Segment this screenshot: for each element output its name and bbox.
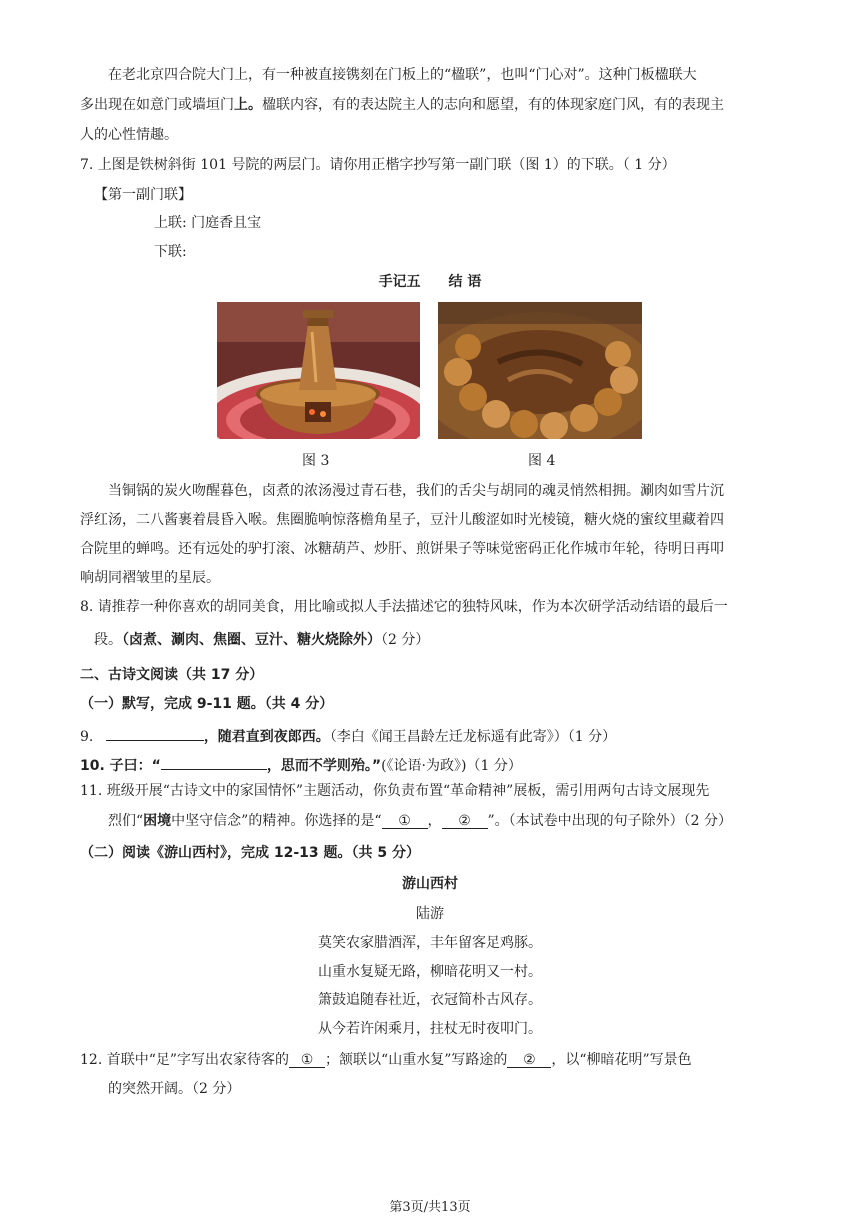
figure-4-braised-dish-photo	[438, 302, 642, 439]
question-10	[80, 752, 522, 776]
question-12-line-1	[80, 1050, 692, 1070]
question-9-source: （李白《闻王昌龄左迁龙标遥有此寄》）（1 分）	[329, 729, 617, 745]
question-8-exclusions: （卤煮、涮肉、焦圈、豆汁、糖火烧除外）	[122, 632, 381, 648]
question-12-line-2: 的突然开阔。（2 分）	[108, 1081, 241, 1097]
question-10-blank[interactable]	[161, 752, 267, 770]
part-2-subsection-2: （二）阅读《游山西村》，完成 12-13 题。（共 5 分）	[80, 845, 421, 861]
question-11-keyword: 困境	[143, 813, 172, 829]
page-footer: 第3页/共13页	[389, 1200, 471, 1215]
question-9-blank[interactable]	[106, 723, 204, 741]
question-10-source: (《论语·为政》)（1 分）	[381, 758, 522, 774]
intro-line-2	[80, 95, 724, 115]
question-12-text-c: ，以“柳暗花明”写景色	[551, 1052, 692, 1068]
question-8-line-2a: 段。	[94, 632, 122, 648]
poem-author: 陆游	[416, 906, 444, 922]
figure-3-caption: 图 3	[302, 453, 330, 469]
poem-line-3: 箫鼓追随春社近，衣冠简朴古风存。	[318, 992, 542, 1008]
poem-line-1: 莫笑农家腊酒浑，丰年留客足鸡豚。	[318, 935, 542, 951]
braised-dish-illustration	[438, 302, 642, 439]
question-8-line-1: 8. 请推荐一种你喜欢的胡同美食，用比喻或拟人手法描述它的独特风味，作为本次研学活动结语的最后一	[80, 599, 728, 615]
question-11-comma: ，	[427, 813, 442, 829]
part-2-title: 二、古诗文阅读（共 17 分）	[80, 667, 264, 683]
poem-title: 游山西村	[402, 876, 458, 892]
question-12-text-b: ；颔联以“山重水复”写路途的	[325, 1052, 508, 1068]
question-11-line-2	[108, 811, 732, 831]
question-7: 7. 上图是铁树斜街 101 号院的两层门。请你用正楷字抄写第一副门联（图 1）的下联。（ 1 分）	[80, 157, 676, 173]
question-11-blank-1[interactable]: ①	[382, 811, 428, 829]
figure-4-caption: 图 4	[528, 453, 556, 469]
question-12-text-a: 12. 首联中“足”字写出农家待客的	[80, 1052, 290, 1068]
question-11-text-d: ”。（本试卷中出现的句子除外）（2 分）	[487, 813, 733, 829]
conclusion-line-4: 响胡同褶皱里的星辰。	[80, 570, 220, 586]
question-10-verse: ，思而不学则殆。”	[266, 758, 382, 774]
question-11-text-a: 烈们“	[108, 813, 144, 829]
figure-3-hotpot-photo	[217, 302, 420, 439]
poem-line-2: 山重水复疑无路，柳暗花明又一村。	[318, 964, 542, 980]
conclusion-line-3: 合院里的蝉鸣。还有远处的驴打滚、冰糖葫芦、炒肝、煎饼果子等味觉密码正化作城市年轮，待明日再叩	[80, 541, 724, 557]
question-12-blank-2[interactable]: ②	[507, 1050, 551, 1068]
question-8-score: （2 分）	[381, 632, 430, 648]
question-11-blank-2[interactable]: ②	[442, 811, 488, 829]
intro-line-2b: 上。	[234, 97, 262, 113]
question-11-line-1: 11. 班级开展“古诗文中的家国情怀”主题活动，你负责布置“革命精神”展板，需引用两句古诗文展现先	[80, 783, 710, 799]
question-8-line-2	[94, 630, 429, 650]
question-9-number: 9.	[80, 729, 94, 745]
section-5-title: 手记五 结 语	[378, 274, 482, 290]
couplet-upper: 上联: 门庭香且宝	[154, 215, 262, 231]
hotpot-illustration	[217, 302, 420, 439]
question-10-prefix: 10. 子曰：“	[80, 758, 161, 774]
poem-line-4: 从今若许闲乘月，拄杖无时夜叩门。	[318, 1021, 542, 1037]
question-9-verse: ，随君直到夜郎西。	[203, 729, 330, 745]
conclusion-line-2: 浮红汤，二八酱裹着晨昏入喉。焦圈脆响惊落檐角星子，豆汁儿酸涩如时光棱镜，糖火烧的蜜纹里藏着四	[80, 512, 724, 528]
intro-line-2a: 多出现在如意门或墙垣门	[80, 97, 234, 113]
question-12-blank-1[interactable]: ①	[289, 1050, 325, 1068]
couplet-lower: 下联:	[154, 244, 187, 260]
intro-line-2c: 楹联内容，有的表达院主人的志向和愿望，有的体现家庭门风，有的表现主	[262, 97, 724, 113]
intro-line-1: 在老北京四合院大门上，有一种被直接镌刻在门板上的“楹联”，也叫“门心对”。这种门板楹联大	[108, 67, 697, 83]
part-2-subsection-1: （一）默写，完成 9-11 题。（共 4 分）	[80, 696, 334, 712]
question-9	[80, 723, 616, 747]
intro-line-3: 人的心性情趣。	[80, 127, 178, 143]
question-11-text-c: 中坚守信念”的精神。你选择的是“	[171, 813, 382, 829]
conclusion-line-1: 当铜锅的炭火吻醒暮色，卤煮的浓汤漫过青石巷，我们的舌尖与胡同的魂灵悄然相拥。涮肉如雪片沉	[108, 483, 724, 499]
couplet-heading: 【第一副门联】	[94, 187, 192, 203]
